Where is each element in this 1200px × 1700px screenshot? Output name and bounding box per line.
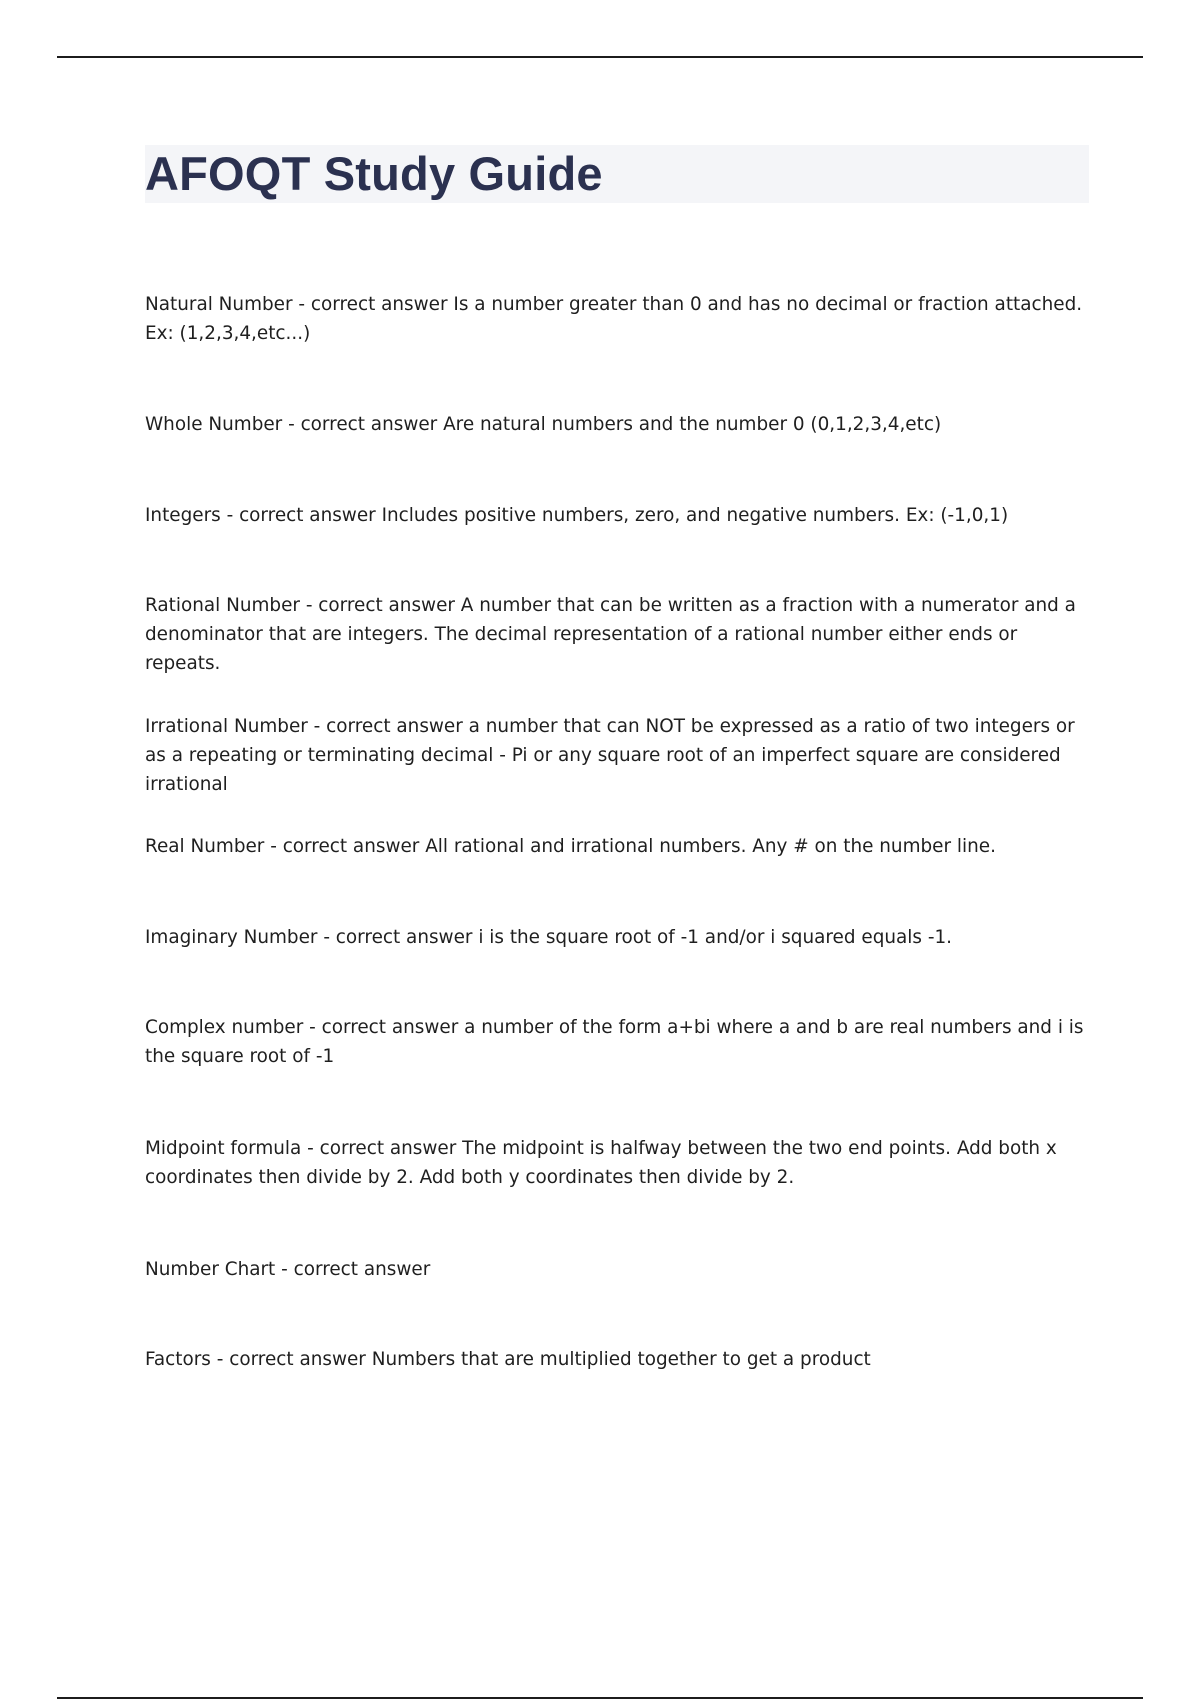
entry-midpoint-formula: Midpoint formula - correct answer The midpoint is halfway between the two end points. Add both x coordinates then divide by 2. Add both y coordinates then divide by 2. [145, 1138, 1057, 1188]
header-rule [57, 56, 1143, 58]
entry-natural-number: Natural Number - correct answer Is a number greater than 0 and has no decimal or fraction attached. Ex: (1,2,3,4,etc...) [145, 294, 1083, 344]
entry-factors: Factors - correct answer Numbers that are multiplied together to get a product [145, 1349, 871, 1370]
entry-whole-number: Whole Number - correct answer Are natural numbers and the number 0 (0,1,2,3,4,etc) [145, 414, 942, 435]
entry-imaginary-number: Imaginary Number - correct answer i is the square root of -1 and/or i squared equals -1. [145, 927, 953, 948]
entry-integers: Integers - correct answer Includes positive numbers, zero, and negative numbers. Ex: (-1,0,1) [145, 505, 1009, 526]
entry-complex-number: Complex number - correct answer a number of the form a+bi where a and b are real numbers and i is the square root of -1 [145, 1017, 1084, 1067]
entry-irrational-number: Irrational Number - correct answer a number that can NOT be expressed as a ratio of two integers or as a repeating or terminating decimal - Pi or any square root of an imperfect square are considered irrational [145, 716, 1075, 795]
entry-rational-number: Rational Number - correct answer A number that can be written as a fraction with a numerator and a denominator that are integers. The decimal representation of a rational number either ends or repeats. [145, 595, 1076, 674]
entry-number-chart: Number Chart - correct answer [145, 1259, 431, 1280]
entry-real-number: Real Number - correct answer All rational and irrational numbers. Any # on the number line. [145, 836, 996, 857]
footer-rule [57, 1697, 1143, 1699]
page-title: AFOQT Study Guide [145, 147, 603, 200]
